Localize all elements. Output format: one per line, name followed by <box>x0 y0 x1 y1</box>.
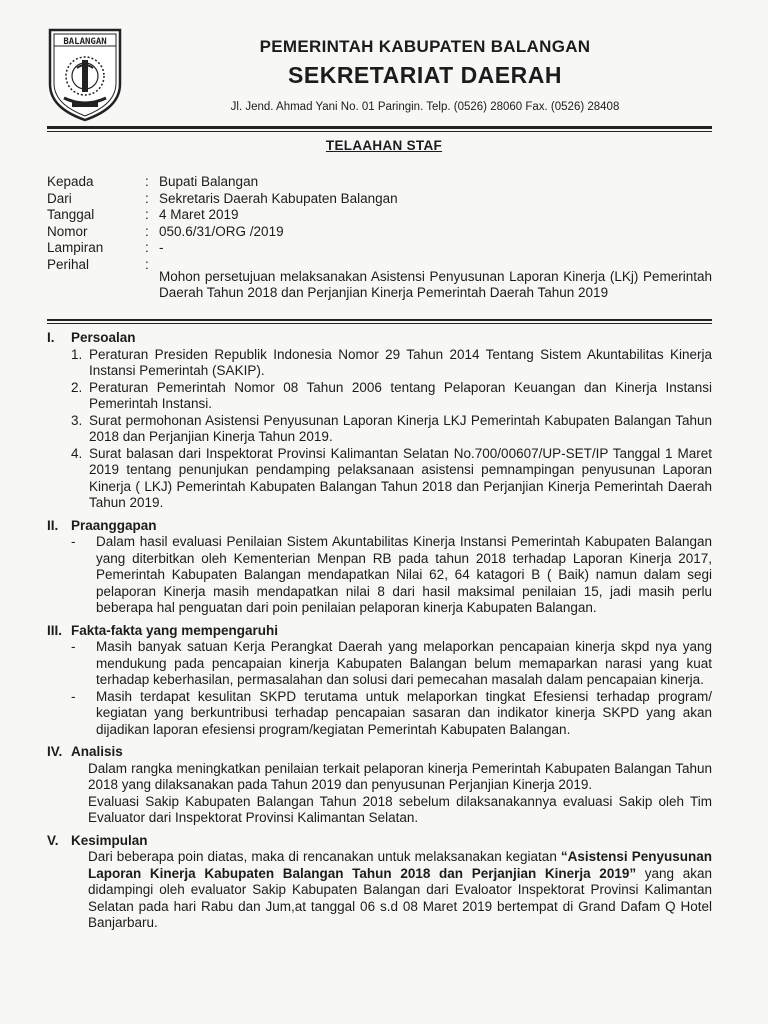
list-item-text: Dalam hasil evaluasi Penilaian Sistem Akuntabilitas Kinerja Instansi Pemerintah Kabupaten Balangan yang diterbitkan oleh Kementerian Menpan RB pada tahun 2018 terhadap Laporan Kinerja 2017, Pemerintah Kabupaten Balangan mendapatkan Nilai 62, 64 katagori B ( Baik) namun dalam segi pelaporan Kinerja masih mendapatkan nilai 8 dari hasil maksimal penilaian 15, jadi masih perlu beberapa hal penguatan dari poin penilaian pelaporan kinerja Kabupaten Balangan. <box>96 534 712 615</box>
section-heading <box>47 833 712 850</box>
meta-colon: : <box>145 223 149 239</box>
list-item <box>47 639 712 689</box>
section-number: V. <box>47 832 59 848</box>
dash-list <box>47 639 712 738</box>
letterhead-address: Jl. Jend. Ahmad Yani No. 01 Paringin. Telp. (0526) 28060 Fax. (0526) 28408 <box>230 101 620 113</box>
meta-row-lampiran <box>47 240 712 257</box>
section-title: Praanggapan <box>71 517 157 533</box>
meta-row-tanggal <box>47 207 712 224</box>
conclusion-text-part2: yang akan didampingi oleh evaluator Sakip Kabupaten Balangan dari Evaloator Inspektorat Provinsi Kalimantan Selatan pada hari Rabu dan Jum,at tanggal 06 s.d 08 Maret 2019 bertempat di Grand Dafam Q Hotel Banjarbaru. <box>88 865 712 930</box>
section-fakta <box>47 623 712 739</box>
dash-list <box>47 534 712 617</box>
section-analisis <box>47 744 712 827</box>
section-number: II. <box>47 517 59 533</box>
letterhead-government-name: PEMERINTAH KABUPATEN BALANGAN <box>259 37 591 56</box>
conclusion-text-part1: Dari beberapa poin diatas, maka di rencanakan untuk melaksanakan kegiatan <box>88 849 557 864</box>
letterhead-divider-thick <box>47 126 712 129</box>
meta-label: Tanggal <box>47 207 95 222</box>
section-title: Kesimpulan <box>71 832 148 848</box>
meta-value: - <box>159 240 164 255</box>
letterhead-divider-thin <box>47 131 712 132</box>
meta-value: Bupati Balangan <box>159 174 259 189</box>
meta-row-kepada <box>47 174 712 191</box>
meta-colon: : <box>145 207 149 222</box>
section-heading <box>47 518 712 535</box>
list-item-text: Peraturan Pemerintah Nomor 08 Tahun 2006 tentang Pelaporan Keuangan dan Kinerja Instansi Pemerintah Instansi. <box>89 379 712 411</box>
section-persoalan <box>47 330 712 512</box>
meta-label: Perihal <box>47 256 90 272</box>
section-title: Persoalan <box>71 330 136 345</box>
section-praanggapan <box>47 518 712 617</box>
conclusion-paragraph <box>47 849 712 932</box>
list-item-dash: - <box>71 534 76 549</box>
list-item-text: Masih terdapat kesulitan SKPD terutama untuk melaporkan tingkat Efesiensi terhadap program/ kegiatan yang berkuntribusi terhadap pencapaian sasaran dan indikator kinerja SKPD yang akan dijadikan laporan efesiensi program/kegiatan Pemerintah Kabupaten Balangan. <box>96 688 712 737</box>
list-item <box>47 689 712 739</box>
list-item-dash: - <box>71 688 76 704</box>
list-item-dash: - <box>71 639 76 654</box>
section-number: IV. <box>47 744 63 759</box>
list-item-number: 4. <box>71 445 83 461</box>
memo-body <box>47 330 712 938</box>
list-item-text: Surat balasan dari Inspektorat Provinsi Kalimantan Selatan No.700/00607/UP-SET/IP Tanggal 1 Maret 2019 tentang penunjukan pendamping pelaksanaan asistensi pemnampingan penyusunan Laporan Kinerja ( LKJ) Pemerintah Kabupaten Balangan Tahun 2018 dan Perjanjian Kinerja Pemerintah Daerah Tahun 2019. <box>89 445 712 510</box>
meta-value: Sekretaris Daerah Kabupaten Balangan <box>159 190 398 206</box>
paragraph: Dalam rangka meningkatkan penilaian terkait pelaporan kinerja Pemerintah Kabupaten Balangan Tahun 2018 yang dilaksanakan pada Tahun 2019 dan penyusunan Perjanjian Kinerja 2019. <box>88 760 712 792</box>
svg-text:BALANGAN: BALANGAN <box>63 37 107 47</box>
meta-colon: : <box>145 256 149 272</box>
section-heading <box>47 744 712 761</box>
list-item <box>47 413 712 446</box>
list-item <box>47 380 712 413</box>
list-item-number: 3. <box>71 412 83 428</box>
conclusion-activity-name: “Asistensi Penyusunan Laporan Kinerja Kabupaten Balangan Tahun 2018 dan Perjanjian Kinerja 2019” <box>88 849 712 881</box>
document-title: TELAAHAN STAF <box>325 138 443 153</box>
list-item <box>47 446 712 512</box>
memo-metadata <box>47 174 712 301</box>
letterhead-office-name: SEKRETARIAT DAERAH <box>288 62 562 88</box>
list-item-number: 2. <box>71 379 83 395</box>
section-title: Analisis <box>71 744 123 759</box>
meta-value: Mohon persetujuan melaksanakan Asistensi Penyusunan Laporan Kinerja (LKj) Pemerintah Daerah Tahun 2018 dan Perjanjian Kinerja Pemerintah Daerah Tahun 2019 <box>159 268 712 300</box>
section-heading <box>47 330 712 347</box>
meta-colon: : <box>145 240 149 255</box>
meta-colon: : <box>145 190 149 206</box>
section-title: Fakta-fakta yang mempengaruhi <box>71 622 279 638</box>
meta-value: 4 Maret 2019 <box>159 207 239 222</box>
section-number: I. <box>47 330 55 345</box>
list-item-text: Surat permohonan Asistensi Penyusunan Laporan Kinerja LKJ Pemerintah Kabupaten Balangan Tahun 2018 dan Perjanjian Kinerja Tahun 2019. <box>89 412 712 444</box>
section-divider-thick <box>47 319 712 321</box>
list-item-text: Masih banyak satuan Kerja Perangkat Daerah yang melaporkan pencapaian kinerja skpd nya yang mendukung pada pencapaian kinerja Kabupaten Balangan belum memaparkan narasi yang kuat terhadap keberhasilan, permasalahan dan solusi dari pemecahan masalah dalam pencapaian kinerja. <box>96 639 712 687</box>
meta-row-nomor <box>47 224 712 241</box>
section-number: III. <box>47 622 63 638</box>
meta-label: Nomor <box>47 223 88 239</box>
meta-row-perihal <box>47 257 712 301</box>
section-heading <box>47 623 712 640</box>
meta-label: Kepada <box>47 174 94 189</box>
list-item <box>47 534 712 617</box>
section-divider-thin <box>47 323 712 324</box>
balangan-coat-of-arms-logo <box>46 26 124 122</box>
meta-value: 050.6/31/ORG /2019 <box>159 223 284 239</box>
meta-label: Dari <box>47 190 72 206</box>
section-kesimpulan <box>47 833 712 932</box>
paragraph: Evaluasi Sakip Kabupaten Balangan Tahun 2018 sebelum dilaksanakannya evaluasi Sakip oleh Tim Evaluator dari Inspektorat Provinsi Kalimantan Selatan. <box>88 793 712 825</box>
meta-row-dari <box>47 191 712 208</box>
meta-colon: : <box>145 174 149 189</box>
numbered-list <box>47 347 712 512</box>
list-item-number: 1. <box>71 346 83 362</box>
list-item <box>47 347 712 380</box>
list-item-text: Peraturan Presiden Republik Indonesia Nomor 29 Tahun 2014 Tentang Sistem Akuntabilitas Kinerja Instansi Pemerintah (SAKIP). <box>89 346 712 378</box>
meta-label: Lampiran <box>47 240 104 255</box>
